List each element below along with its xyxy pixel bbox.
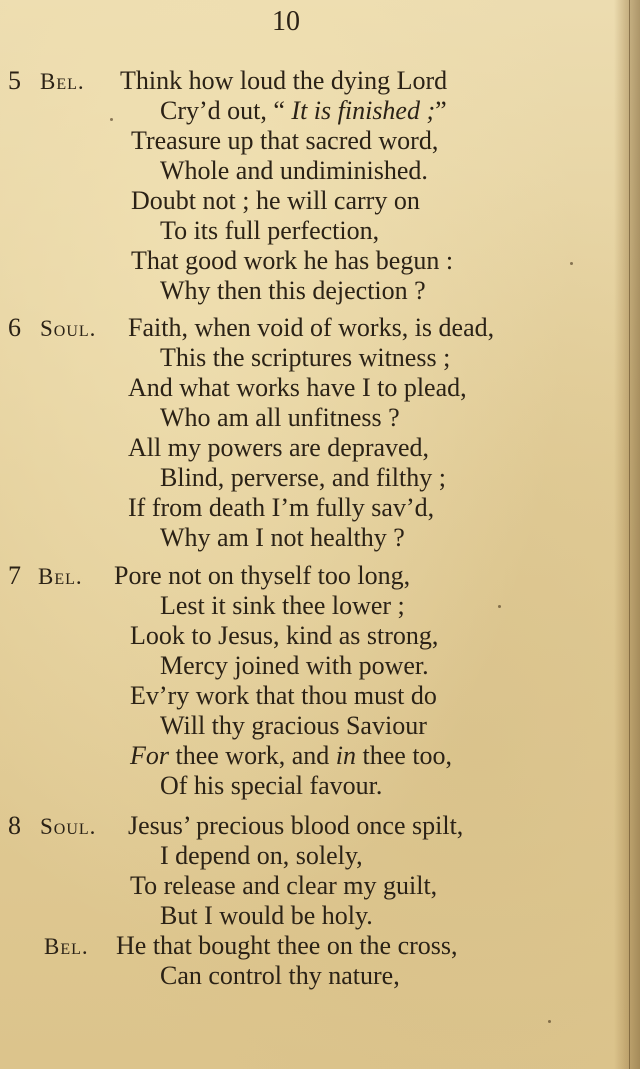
paper-speck xyxy=(498,605,501,608)
verse-line: This the scriptures witness ; xyxy=(160,343,451,372)
page-gutter-shadow xyxy=(614,0,640,1069)
page-number: 10 xyxy=(272,6,300,37)
verse-line: If from death I’m fully sav’d, xyxy=(128,493,435,522)
verse-line: Can control thy nature, xyxy=(160,961,400,990)
verse-line: Who am all unfitness ? xyxy=(160,403,400,432)
verse-line: Why then this dejection ? xyxy=(160,276,426,305)
speaker-label: Bel. xyxy=(40,69,85,94)
stanza-number: 6 xyxy=(8,313,21,342)
verse-line: He that bought thee on the cross, xyxy=(116,931,458,960)
verse-line: Treasure up that sacred word, xyxy=(131,126,439,155)
speaker-label: Bel. xyxy=(44,934,89,959)
verse-line: Blind, perverse, and filthy ; xyxy=(160,463,446,492)
speaker-label: Soul. xyxy=(40,316,97,341)
paper-speck xyxy=(110,118,113,121)
verse-line: That good work he has begun : xyxy=(131,246,454,275)
verse-line: Doubt not ; he will carry on xyxy=(131,186,420,215)
verse-line: Look to Jesus, kind as strong, xyxy=(130,621,439,650)
verse-line: For thee work, and in thee too, xyxy=(130,741,453,770)
verse-line: To its full perfection, xyxy=(160,216,380,245)
verse-line: Will thy gracious Saviour xyxy=(160,711,427,740)
verse-line: Lest it sink thee lower ; xyxy=(160,591,405,620)
paper-speck xyxy=(548,1020,551,1023)
verse-line: Think how loud the dying Lord xyxy=(120,66,448,95)
page-edge-line xyxy=(629,0,630,1069)
stanza-number: 7 xyxy=(8,561,21,590)
verse-line: Cry’d out, “ It is finished ;” xyxy=(160,96,447,125)
verse-line: Whole and undiminished. xyxy=(160,156,428,185)
verse-line: But I would be holy. xyxy=(160,901,373,930)
paper-speck xyxy=(570,262,573,265)
verse-line: All my powers are depraved, xyxy=(128,433,430,462)
verse-line: I depend on, solely, xyxy=(160,841,363,870)
verse-line: And what works have I to plead, xyxy=(128,373,467,402)
verse-line: Pore not on thyself too long, xyxy=(114,561,411,590)
verse-line: Ev’ry work that thou must do xyxy=(130,681,437,710)
verse-line: Jesus’ precious blood once spilt, xyxy=(128,811,464,840)
verse-line: To release and clear my guilt, xyxy=(130,871,438,900)
speaker-label: Soul. xyxy=(40,814,97,839)
verse-line: Mercy joined with power. xyxy=(160,651,429,680)
speaker-label: Bel. xyxy=(38,564,83,589)
stanza-number: 5 xyxy=(8,66,21,95)
verse-line: Faith, when void of works, is dead, xyxy=(128,313,495,342)
verse-line: Of his special favour. xyxy=(160,771,383,800)
stanza-number: 8 xyxy=(8,811,21,840)
verse-line: Why am I not healthy ? xyxy=(160,523,405,552)
